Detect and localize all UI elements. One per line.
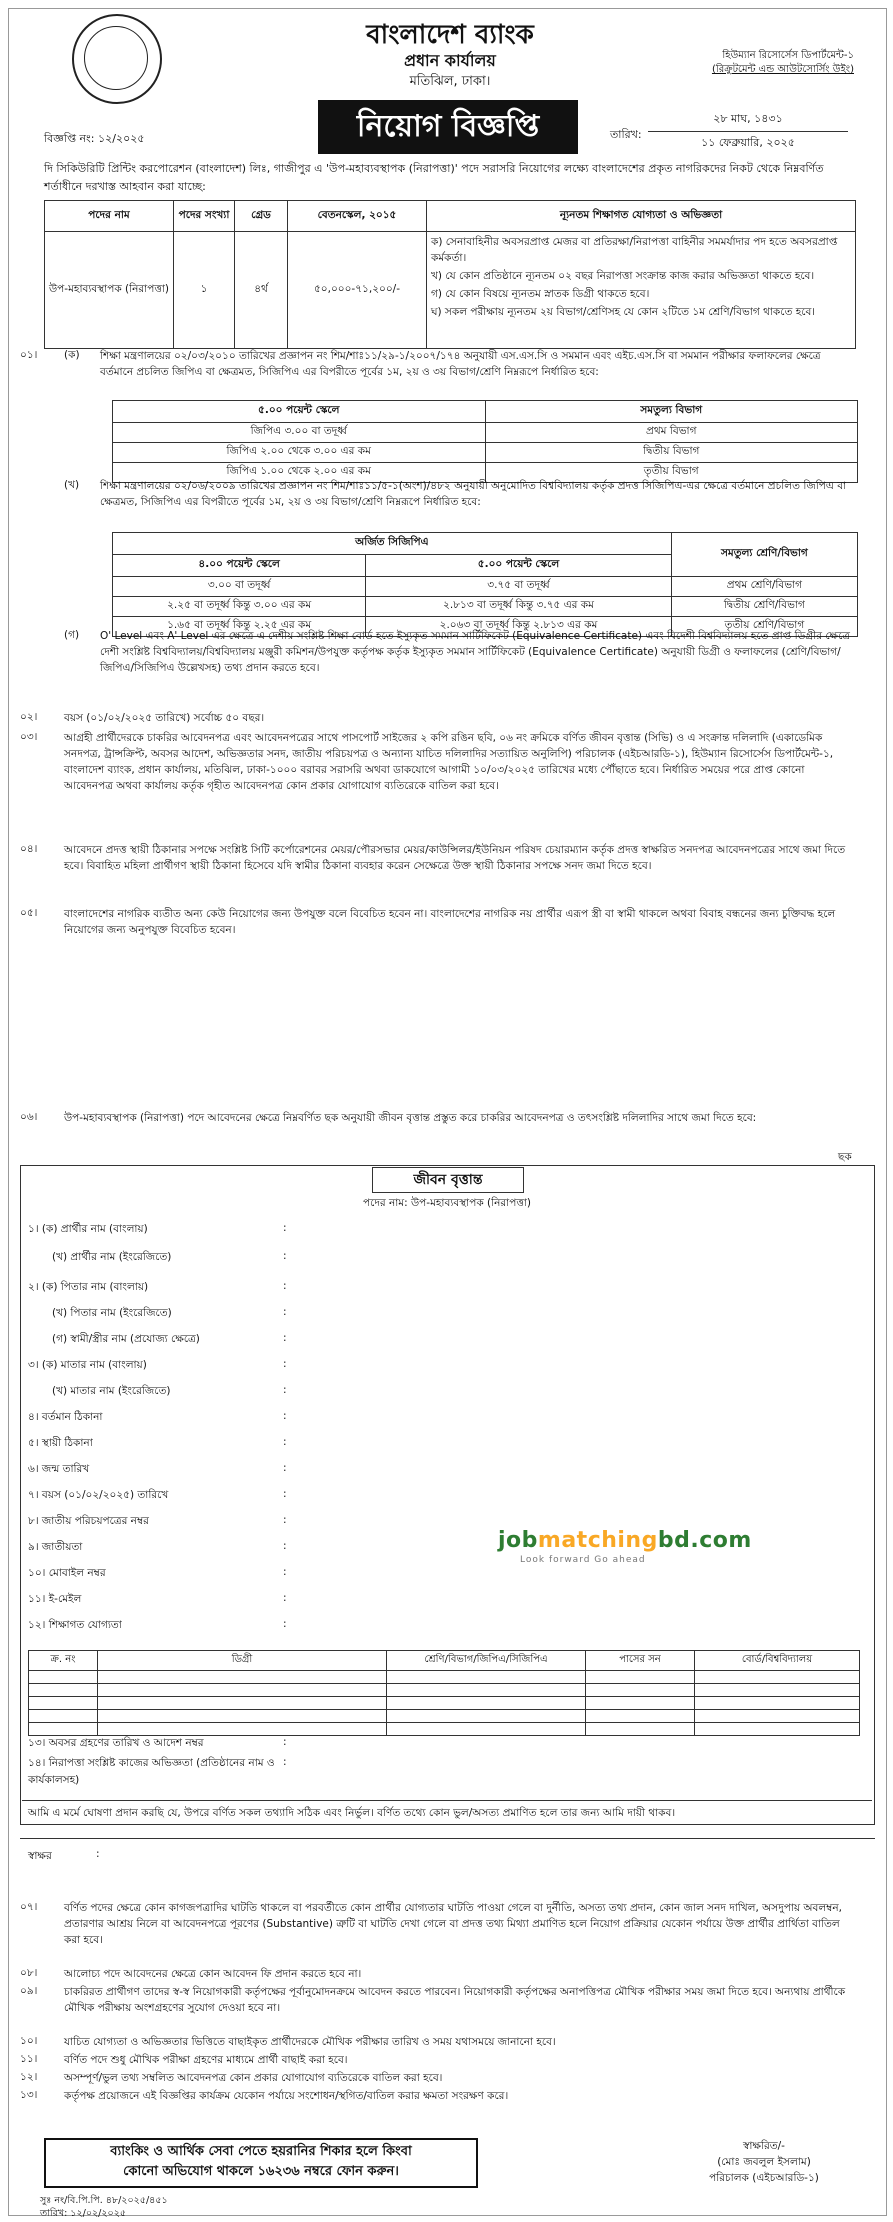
signatory-title: পরিচালক (এইচআরডি-১) [709,2172,819,2184]
field-colon: : [283,1358,287,1370]
signed-label: স্বাক্ষরিত/- [743,2140,785,2152]
field-colon: : [283,1540,287,1552]
post-table [44,200,856,349]
declaration-text: আমি এ মর্মে ঘোষণা প্রদান করছি যে, উপরে বর্ণিত সকল তথ্যাদি সঠিক এবং নির্ভুল। বর্ণিত তথ্যে কোন ভুল/অসত্য প্রমাণিত হলে তার জন্য আমি দায়ী থাকব। [22,1800,872,1821]
table-row [113,577,858,597]
clause-number: ০৯। [20,1985,38,1997]
post-grade: ৪র্থ [235,232,288,349]
clause-number: ০৭। [20,1901,38,1913]
form-field-label: ১৩। অবসর গ্রহণের তারিখ ও আদেশ নম্বর [28,1737,204,1749]
form-field-label: ১৪। নিরাপত্তা সংশ্লিষ্ট কাজের অভিজ্ঞতা (প্রতিষ্ঠানের নাম ও কার্যকালসহ) [28,1757,275,1786]
form-field-label: ১২। শিক্ষাগত যোগ্যতা [28,1619,122,1631]
complaint-line: ব্যাংকিং ও আর্থিক সেবা পেতে হয়রানির শিকার হলে কিংবা [110,2144,412,2159]
office-address: মতিঝিল, ঢাকা। [409,74,491,89]
gpa-col-header: ৫.০০ পয়েন্ট স্কেলে [113,401,486,423]
post-table-header [45,201,856,232]
clause-number: ০২। [20,711,38,723]
table-cell: জিপিএ ৩.০০ বা তদূর্ধ্ব [113,423,486,443]
org-name: বাংলাদেশ ব্যাংক [366,20,534,50]
gpa-equivalence-table [112,400,858,483]
table-row [29,1671,860,1684]
form-field-label: ৮। জাতীয় পরিচয়পত্রের নম্বর [28,1515,149,1527]
cgpa-5-scale-header: ৫.০০ পয়েন্ট স্কেলে [366,555,671,577]
table-cell: ৩.০০ বা তদূর্ধ্ব [113,577,366,597]
table-row [29,1723,860,1736]
division-col-header: সমতুল্য বিভাগ [485,401,858,423]
table-row [113,597,858,617]
field-colon: : [283,1618,287,1630]
field-colon: : [283,1736,287,1748]
reference-date: তারিখ: ১২/০২/২০২৫ [40,2208,127,2219]
table-cell: ১.৬৫ বা তদূর্ধ্ব কিন্তু ২.২৫ এর কম [113,617,366,637]
office-name: প্রধান কার্যালয় [404,51,496,70]
form-field-label: ৬। জন্ম তারিখ [28,1463,90,1475]
clause-text: বাংলাদেশের নাগরিক ব্যতীত অন্য কেউ নিয়োগের জন্য উপযুক্ত বলে বিবেচিত হবেন না। বাংলাদেশের নাগরিক নয় প্রার্থীর এরূপ স্ত্রী বা স্বামী থাকলে অথবা বিবাহ বন্ধনের জন্য চুক্তিবদ্ধ হলে নিয়োগের জন্য অনুপযুক্ত বিবেচিত হবেন। [64,908,836,936]
signatory-name: (মোঃ জবলুল ইসলাম) [717,2156,811,2168]
reference-block [40,2194,168,2220]
col-grade: গ্রেড [235,201,288,232]
bangladesh-bank-seal [72,14,162,104]
clause-text: যাচিত যোগ্যতা ও অভিজ্ঞতার ভিত্তিতে বাছাইকৃত প্রার্থীদেরকে মৌখিক পরীক্ষার তারিখ ও সময় যথাসময়ে জানানো হবে। [64,2036,556,2048]
post-qualifications [427,232,856,349]
post-row [45,232,856,349]
clause-number: ০৫। [20,907,38,919]
table-cell: জিপিএ ১.০০ থেকে ২.০০ এর কম [113,463,486,483]
table-cell: জিপিএ ২.০০ থেকে ৩.০০ এর কম [113,443,486,463]
form-field-label: (গ) স্বামী/স্ত্রীর নাম (প্রযোজ্য ক্ষেত্রে) [52,1333,200,1345]
sub-clause-label: (গ) [64,629,80,641]
form-field-label: ৭। বয়স (০১/০২/২০২৫) তারিখে [28,1489,169,1501]
form-field-label: ৪। বর্তমান ঠিকানা [28,1411,103,1423]
clause-text: বর্ণিত পদে শুধু মৌখিক পরীক্ষা গ্রহণের মাধ্যমে প্রার্থী বাছাই করা হবে। [64,2054,348,2066]
table-cell: দ্বিতীয় শ্রেণি/বিভাগ [671,597,857,617]
form-field-label: ৫। স্থায়ী ঠিকানা [28,1437,93,1449]
complaint-hotline-box [44,2138,478,2188]
clause-text: কর্তৃপক্ষ প্রয়োজনে এই বিজ্ঞপ্তির কার্যক্রম যেকোন পর্যায়ে সংশোধন/স্থগিত/বাতিল করার ক্ষমতা সংরক্ষণ করে। [64,2090,509,2102]
clause-number: ১১। [20,2053,38,2065]
field-colon: : [283,1410,287,1422]
recruitment-banner: নিয়োগ বিজ্ঞপ্তি [318,100,578,154]
clause-text: চাকরিরত প্রার্থীগণ তাদের স্ব-স্ব নিয়োগকারী কর্তৃপক্ষের পূর্বানুমোদনক্রমে আবেদন করতে পারবেন। নিয়োগকারী কর্তৃপক্ষের অনাপত্তিপত্র মৌখিক পরীক্ষার সময় জমা দিতে হবে। অন্যথায় প্রার্থীকে মৌখিক পরীক্ষায় অংশগ্রহণের সুযোগ দেওয়া হবে না। [64,1986,846,2014]
clause-text: আলোচ্য পদে আবেদনের ক্ষেত্রে কোন আবেদন ফি প্রদান করতে হবে না। [64,1968,362,1980]
clause-number: ০১। [20,349,38,361]
cgpa-division-header: সমতুল্য শ্রেণি/বিভাগ [671,533,857,577]
table-row [29,1684,860,1697]
field-colon: : [283,1488,287,1500]
field-colon: : [283,1332,287,1344]
form-field-label: ১১। ই-মেইল [28,1593,82,1605]
clause-number: ০৩। [20,731,38,743]
col-qualification: ন্যূনতম শিক্ষাগত যোগ্যতা ও অভিজ্ঞতা [427,201,856,232]
edu-col-serial: ক্র. নং [29,1651,98,1671]
clause-number: ১৩। [20,2089,38,2101]
form-field-label: ২। (ক) পিতার নাম (বাংলায়) [28,1281,149,1293]
field-colon: : [283,1280,287,1292]
date-bangla: ২৮ মাঘ, ১৪৩১ [713,112,783,125]
cgpa-equivalence-table [112,532,858,637]
watermark-tagline: Look forward Go ahead [520,1555,646,1565]
qualification-item: ঘ) সকল পরীক্ষায় ন্যূনতম ২য় বিভাগ/শ্রেণিসহ যে কোন ২টিতে ১ম শ্রেণি/বিভাগ থাকতে হবে। [431,306,816,318]
complaint-line: কোনো অভিযোগ থাকলে ১৬২৩৬ নম্বরে ফোন করুন। [123,2164,399,2179]
table-cell: দ্বিতীয় বিভাগ [485,443,858,463]
table-row [29,1697,860,1710]
clause-text: অসম্পূর্ণ/ভুল তথ্য সম্বলিত আবেদনপত্র কোন প্রকার যোগাযোগ ব্যতিরেকে বাতিল করা হবে। [64,2072,443,2084]
table-cell: ২.২৫ বা তদূর্ধ্ব কিন্তু ৩.০০ এর কম [113,597,366,617]
education-table [28,1650,860,1736]
table-cell: ৩.৭৫ বা তদূর্ধ্ব [366,577,671,597]
education-header [29,1651,860,1671]
table-cell: ২.০৬৩ বা তদূর্ধ্ব কিন্তু ২.৮১৩ এর কম [366,617,671,637]
form-field-label: ৯। জাতীয়তা [28,1541,83,1553]
col-post-name: পদের নাম [45,201,174,232]
field-colon: : [283,1756,287,1768]
form-field-label: ৩। (ক) মাতার নাম (বাংলায়) [28,1359,147,1371]
signature-label: স্বাক্ষর [28,1850,52,1862]
clause-text: উপ-মহাব্যবস্থাপক (নিরাপত্তা) পদে আবেদনের ক্ষেত্রে নিম্নবর্ণিত ছক অনুযায়ী জীবন বৃত্তান্ত প্রস্তুত করে চাকরির আবেদনপত্র ও তৎসংশ্লিষ্ট দলিলাদির সাথে জমা দিতে হবে: [64,1112,757,1124]
field-colon: : [283,1514,287,1526]
clause-1c-text: O' Level এবং A' Level এর ক্ষেত্রে এ দেশীয় সংশ্লিষ্ট শিক্ষা বোর্ড হতে ইস্যুকৃত সমমান সার্টিফিকেট (Equivalence Certificate) এবং বিদেশী বিশ্ববিদ্যালয় হতে প্রাপ্ত ডিগ্রীর ক্ষেত্রে দেশী সংশ্লিষ্ট বিশ্ববিদ্যালয়/বিশ্ববিদ্যালয় মঞ্জুরী কমিশন/উপযুক্ত কর্তৃপক্ষ কর্তৃক ইস্যুকৃত সমমান সার্টিফিকেট (Equivalence Certificate) অনুযায়ী ডিগ্রী ও ফলাফলের (শ্রেণি/বিভাগ/জিপিএ/সিজিপিএ উল্লেখসহ) তথ্য প্রদান করতে হবে। [100,630,851,674]
sub-clause-label: (খ) [64,479,80,491]
form-field-label: (খ) মাতার নাম (ইংরেজিতে) [52,1385,171,1397]
clause-number: ০৪। [20,843,38,855]
clause-number: ০৬। [20,1111,38,1123]
cv-form-title: জীবন বৃত্তান্ত [372,1167,524,1193]
qualification-item: খ) যে কোন প্রতিষ্ঠানে ন্যূনতম ০২ বছর নিরাপত্তা সংক্রান্ত কাজ করার অভিজ্ঞতা থাকতে হবে। [431,270,815,282]
form-field-label: (খ) পিতার নাম (ইংরেজিতে) [52,1307,172,1319]
clause-number: ১২। [20,2071,38,2083]
date-label: তারিখ: [610,128,642,141]
edu-col-degree: ডিগ্রী [98,1651,387,1671]
col-pay-scale: বেতনস্কেল, ২০১৫ [288,201,427,232]
post-scale: ৫০,০০০-৭১,২০০/- [288,232,427,349]
clause-number: ০৮। [20,1967,38,1979]
field-colon: : [283,1462,287,1474]
sub-clause-label: (ক) [64,349,80,361]
table-cell: প্রথম শ্রেণি/বিভাগ [671,577,857,597]
table-cell: ২.৮১৩ বা তদূর্ধ্ব কিন্তু ৩.৭৫ এর কম [366,597,671,617]
field-colon: : [283,1222,287,1234]
chhok-label: ছক [838,1151,852,1163]
table-row [113,423,858,443]
qualification-item: ক) সেনাবাহিনীর অবসরপ্রাপ্ত মেজর বা প্রতিরক্ষা/নিরাপত্তা বাহিনীর সমমর্যাদার পদ হতে অবসরপ্রাপ্ত কর্মকর্তা। [431,236,838,264]
form-field-label: ১। (ক) প্রার্থীর নাম (বাংলায়) [28,1223,148,1235]
reference-number: সুঃ নং/বি.পি.পি. ৪৮/২০২৫/৪৫১ [40,2195,168,2206]
department-name: হিউম্যান রিসোর্সেস ডিপার্টমেন্ট-১ [722,50,854,61]
clause-text: বয়স (০১/০২/২০২৫ তারিখে) সর্বোচ্চ ৫০ বছর। [64,712,265,724]
field-colon: : [96,1848,100,1860]
edu-col-result: শ্রেণি/বিভাগ/জিপিএ/সিজিপিএ [387,1651,586,1671]
clause-text: বর্ণিত পদের ক্ষেত্রে কোন কাগজপত্রাদির ঘাটতি থাকলে বা পরবর্তীতে কোন প্রার্থীর যোগ্যতার ঘাটতি পাওয়া গেলে বা দুর্নীতি, অসত্য তথ্য প্রদান, কোন জাল সনদ দাখিল, অসদুপায় অবলম্বন, প্রতারণার আশ্রয় নিলে বা আবেদনপত্রে পূরণের (Substantive) ত্রুটি বা ঘাটতি দেখা গেলে বা প্রদত্ত তথ্য মিথ্যা প্রমাণিত হলে নিয়োগ প্রক্রিয়ার যেকোন পর্যায়ে উক্ত প্রার্থীর প্রার্থিতা বাতিল করা হবে। [64,1902,842,1946]
clause-number: ১০। [20,2035,38,2047]
post-name: উপ-মহাব্যবস্থাপক (নিরাপত্তা) [45,232,174,349]
field-colon: : [283,1250,287,1262]
signature-divider [20,1838,875,1839]
table-row [113,443,858,463]
post-count: ১ [174,232,235,349]
cgpa-4-scale-header: ৪.০০ পয়েন্ট স্কেলে [113,555,366,577]
date-english: ১১ ফেব্রুয়ারি, ২০২৫ [648,131,848,155]
table-row [29,1710,860,1723]
field-colon: : [283,1306,287,1318]
wing-name: (রিক্রুটমেন্ট এন্ড আউটসোর্সিং উইং) [711,64,854,75]
col-post-count: পদের সংখ্যা [174,201,235,232]
qualification-item: গ) যে কোন বিষয়ে ন্যূনতম স্নাতক ডিগ্রী থাকতে হবে। [431,288,650,300]
form-field-label: (খ) প্রার্থীর নাম (ইংরেজিতে) [52,1251,172,1263]
field-colon: : [283,1566,287,1578]
clause-text: আবেদনে প্রদত্ত স্থায়ী ঠিকানার সপক্ষে সংশ্লিষ্ট সিটি কর্পোরেশনের মেয়র/পৌরসভার মেয়র/কাউন্সিলর/ইউনিয়ন পরিষদ চেয়ারম্যান কর্তৃক প্রদত্ত স্বাক্ষরিত সনদপত্র আবেদনপত্রের সাথে জমা দিতে হবে। বিবাহিত মহিলা প্রার্থীগণ স্থায়ী ঠিকানা হিসেবে যদি স্বামীর ঠিকানা ব্যবহার করেন সেক্ষেত্রে উক্ত স্থায়ী ঠিকানার সপক্ষে সনদ জমা দিতে হবে। [64,844,846,872]
field-colon: : [283,1384,287,1396]
cgpa-group-header: অর্জিত সিজিপিএ [113,533,672,555]
cv-post-name: পদের নাম: উপ-মহাব্যবস্থাপক (নিরাপত্তা) [363,1197,531,1209]
field-colon: : [283,1592,287,1604]
table-cell: প্রথম বিভাগ [485,423,858,443]
clause-1a-text: শিক্ষা মন্ত্রণালয়ের ০২/০৩/২০১০ তারিখের প্রজ্ঞাপন নং শিম/শাঃ১১/২৯-১/২০০৭/১৭৪ অনুযায়ী এস.এস.সি ও সমমান এবং এইচ.এস.সি বা সমমান পরীক্ষার ফলাফলের ক্ষেত্রে বর্তমানে প্রচলিত জিপিএ বা ক্ষেত্রমত, সিজিপিএ এর বিপরীতে পূর্বের ১ম, ২য় ও ৩য় বিভাগ/শ্রেণি নিম্নরূপে নির্ধারিত হবে: [100,350,821,378]
clause-1b-text: শিক্ষা মন্ত্রণালয়ের ০২/০৬/২০০৯ তারিখের প্রজ্ঞাপন নং শিম/শাঃ১১/৫-১(অংশ)/৪৮২ অনুযায়ী অনুমোদিত বিশ্ববিদ্যালয় কর্তৃক প্রদত্ত সিজিপিএ-এর ক্ষেত্রে বর্তমানে প্রচলিত জিপিএ বা ক্ষেত্রমত, সিজিপিএ এর বিপরীতে পূর্বের ১ম, ২য় ও ৩য় বিভাগ/শ্রেণি নিম্নরূপে নির্ধারিত হবে: [100,480,847,508]
table-cell: তৃতীয় বিভাগ [485,463,858,483]
signatory-block [664,2138,864,2186]
watermark-logo: jobmatchingbd.com [498,1528,752,1553]
clause-text: আগ্রহী প্রার্থীদেরকে চাকরির আবেদনপত্র এবং আবেদনপত্রের সাথে পাসপোর্ট সাইজের ২ কপি রঙিন ছবি, ০৬ নং ক্রমিকে বর্ণিত জীবন বৃত্তান্ত (সিভি) ও এ সংক্রান্ত দলিলাদি (একাডেমিক সনদপত্র, ট্রান্সক্রিপ্ট, অবসর আদেশ, অভিজ্ঞতার সনদ, জাতীয় পরিচয়পত্র ও অন্যান্য যাচিত দলিলাদির সত্যায়িত অনুলিপি) পরিচালক (এইচআরডি-১), হিউম্যান রিসোর্সেস ডিপার্টমেন্ট-১, বাংলাদেশ ব্যাংক, প্রধান কার্যালয়, মতিঝিল, ঢাকা-১০০০ বরাবর সরাসরি অথবা ডাকযোগে আগামী ১০/০৩/২০২৫ তারিখের মধ্যে পৌঁছাতে হবে। নির্ধারিত সময়ের পরে প্রাপ্ত কোনো আবেদনপত্র অথবা কার্যালয় কর্তৃক গৃহীত আবেদনপত্র কোন প্রকার যোগাযোগ ব্যতিরেকে বাতিল করা হবে। [64,732,834,792]
notice-number: বিজ্ঞপ্তি নং: ১২/২০২৫ [44,132,145,145]
field-colon: : [283,1436,287,1448]
date-block [648,108,848,155]
table-cell: তৃতীয় শ্রেণি/বিভাগ [671,617,857,637]
edu-col-board: বোর্ড/বিশ্ববিদ্যালয় [695,1651,860,1671]
form-field-label: ১০। মোবাইল নম্বর [28,1567,106,1579]
intro-paragraph: দি সিকিউরিটি প্রিন্টিং করপোরেশন (বাংলাদেশ) লিঃ, গাজীপুর এ 'উপ-মহাব্যবস্থাপক (নিরাপত্তা)' পদে সরাসরি নিয়োগের লক্ষ্যে বাংলাদেশের প্রকৃত নাগরিকদের নিকট থেকে নিম্নবর্ণিত শর্তাধীনে দরখাস্ত আহবান করা যাচ্ছে: [44,162,824,193]
edu-col-year: পাসের সন [586,1651,695,1671]
